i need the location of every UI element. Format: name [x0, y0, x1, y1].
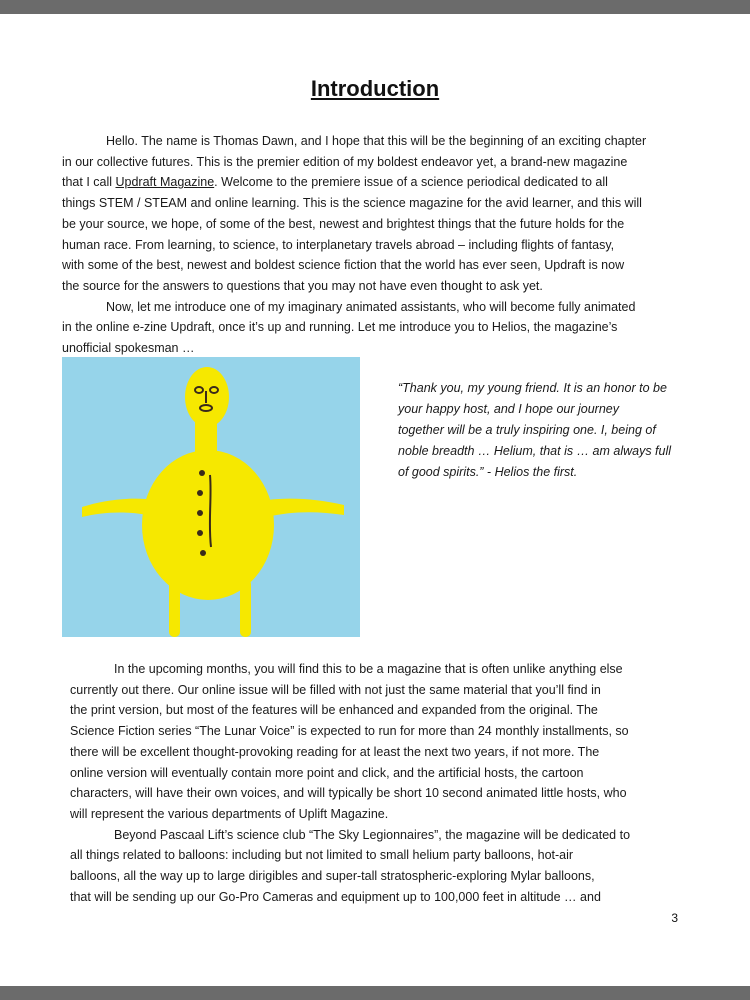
body-line: Science Fiction series “The Lunar Voice” is expected to run for more than 24 monthly installments, so — [70, 724, 629, 739]
quote-attribution: Helios the first — [494, 465, 574, 479]
body-paragraph — [70, 659, 630, 907]
body-line: there will be excellent thought-provoking reading for at least the next two years, if not more. The — [70, 744, 600, 759]
intro-paragraph — [62, 131, 646, 359]
body-line: characters, will have their own voices, and will typically be short 10 second animated little hosts, who — [70, 786, 627, 801]
mascot-seam — [210, 475, 211, 547]
helios-illustration — [62, 357, 360, 637]
intro-line: things STEM / STEAM and online learning. This is the science magazine for the avid learner, and this will — [62, 196, 642, 211]
body-line: balloons, all the way up to large dirigibles and super-tall stratospheric-exploring Mylar balloons, — [70, 869, 595, 884]
body-line: the print version, but most of the features will be enhanced and expanded from the original. The — [70, 703, 598, 718]
quote-line: “Thank you, my young friend. It is an honor to be — [398, 381, 667, 395]
page-number: 3 — [671, 911, 678, 925]
body-line: In the upcoming months, you will find this to be a magazine that is often unlike anything else — [114, 662, 623, 676]
body-line: will represent the various departments of Uplift Magazine. — [70, 806, 389, 821]
quote-line: your happy host, and I hope our journey — [398, 402, 619, 416]
body-line: online version will eventually contain more point and click, and the artificial hosts, the cartoon — [70, 765, 584, 780]
intro-line: Hello. The name is Thomas Dawn, and I hope that this will be the beginning of an exciting chapter — [106, 134, 647, 148]
intro-line: . Welcome to the premiere issue of a science periodical dedicated to all — [214, 175, 608, 190]
intro-line: be your source, we hope, of some of the best, newest and brightest things that the future holds for the — [62, 216, 625, 231]
intro-line: in the online e-zine Updraft, once it’s up and running. Let me introduce you to Helios, the magazine’s — [62, 320, 618, 335]
mascot-body — [142, 450, 274, 600]
intro-line: unofficial spokesman … — [62, 341, 195, 356]
intro-line: human race. From learning, to science, to interplanetary travels abroad – including flights of fantasy, — [62, 237, 615, 252]
body-line: currently out there. Our online issue will be filled with not just the same material that you’ll find in — [70, 682, 601, 697]
quote-line: noble breadth … Helium, that is … am always full — [398, 444, 672, 458]
magazine-name-link[interactable]: Updraft Magazine — [115, 175, 215, 190]
quote-line: of good spirits.” - — [398, 465, 495, 479]
intro-line: with some of the best, newest and boldest science fiction that the world has ever seen, Updraft is now — [62, 258, 625, 273]
helios-mascot-image — [62, 357, 360, 637]
intro-line: Now, let me introduce one of my imaginary animated assistants, who will become fully animated — [106, 299, 636, 314]
body-line: Beyond Pascaal Lift’s science club “The Sky Legionnaires”, the magazine will be dedicated to — [114, 827, 631, 842]
body-line: all things related to balloons: including but not limited to small helium party balloons, hot-air — [70, 848, 574, 863]
intro-line: the source for the answers to questions that you may not have even thought to ask yet. — [62, 278, 543, 293]
intro-line: that I call — [62, 175, 116, 190]
intro-line: in our collective futures. This is the premier edition of my boldest endeavor yet, a brand-new magazine — [62, 154, 628, 169]
body-line: that will be sending up our Go-Pro Cameras and equipment up to 100,000 feet in altitude … and — [70, 889, 601, 904]
quote-line: together will be a truly inspiring one. I, being of — [398, 423, 656, 437]
page-title: Introduction — [310, 76, 440, 101]
helios-quote: “Thank you, my young friend. It is an honor to be your happy host, and I hope our journey together will be a truly inspiring one. I, being of noble breadth … Helium, that is … am always full of good spirits.” - Helios the first. — [398, 378, 698, 483]
document-page — [0, 14, 750, 986]
